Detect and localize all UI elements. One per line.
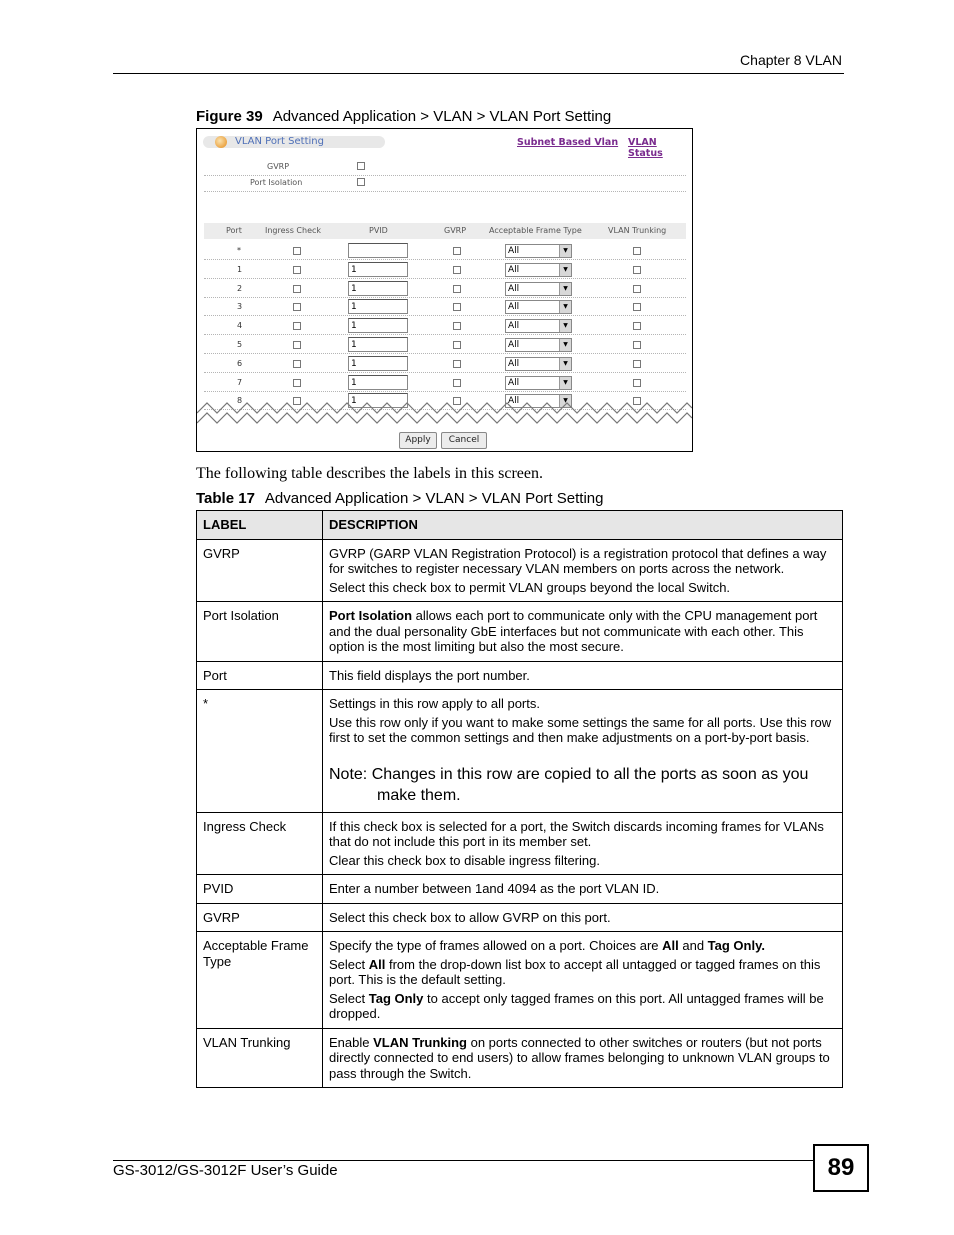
chevron-down-icon[interactable]: ▼	[559, 320, 571, 332]
bold-term: Port Isolation	[329, 608, 413, 623]
description-text: Use this row only if you want to make some settings the same for all ports. Use this row first to set the common settings and then make adjustments on a port-by-port basis.	[329, 714, 832, 745]
description-span: and	[678, 938, 708, 953]
ingress-check-checkbox[interactable]	[293, 266, 301, 274]
frame-type-select[interactable]	[505, 263, 572, 277]
row-label: Port Isolation	[197, 602, 323, 662]
table-row	[197, 661, 843, 690]
vlan-port-setting-screenshot	[196, 128, 693, 452]
chevron-down-icon[interactable]: ▼	[559, 358, 571, 370]
zigzag-line-1	[197, 403, 692, 413]
port-number: 3	[237, 302, 243, 312]
frame-type-value: All	[508, 321, 520, 332]
header-label: LABEL	[197, 511, 323, 540]
pvid-input[interactable]: 1	[348, 262, 408, 277]
bold-term: All	[368, 956, 386, 972]
figure-caption	[196, 108, 611, 125]
description-text: This field displays the port number.	[329, 667, 530, 683]
frame-type-value: All	[508, 246, 520, 256]
row-label: GVRP	[197, 539, 323, 602]
divider	[204, 175, 686, 176]
frame-type-select[interactable]	[505, 319, 572, 333]
chevron-down-icon[interactable]: ▼	[559, 339, 571, 351]
description-text: Enter a number between 1and 4094 as the port VLAN ID.	[329, 881, 660, 896]
gvrp-port-checkbox[interactable]	[453, 247, 461, 255]
figure-title: Advanced Application > VLAN > VLAN Port Setting	[272, 108, 612, 125]
zigzag-line-2	[197, 413, 692, 423]
row-label: Acceptable Frame Type	[197, 932, 323, 1029]
ingress-check-checkbox[interactable]	[293, 285, 301, 293]
figure-label: Figure 39	[196, 108, 263, 125]
description-span: Select	[329, 990, 369, 1006]
ingress-check-checkbox[interactable]	[293, 360, 301, 368]
divider	[204, 191, 686, 192]
note-line-2: make them.	[377, 786, 461, 804]
panel-title-bar	[203, 136, 385, 148]
pvid-input[interactable]: 1	[348, 299, 408, 314]
table-row	[197, 602, 843, 662]
pvid-input[interactable]: 1	[348, 281, 408, 296]
chevron-down-icon[interactable]: ▼	[559, 245, 571, 257]
chevron-down-icon[interactable]: ▼	[559, 264, 571, 276]
table-row	[197, 812, 843, 875]
row-description	[323, 932, 843, 1029]
truncation-zigzag	[197, 399, 692, 427]
gvrp-port-checkbox[interactable]	[453, 341, 461, 349]
pvid-input[interactable]: 1	[348, 337, 408, 352]
table-row	[197, 539, 843, 602]
table-row	[197, 903, 843, 932]
gvrp-port-checkbox[interactable]	[453, 303, 461, 311]
table-row	[197, 875, 843, 904]
row-description	[323, 539, 843, 602]
pvid-input[interactable]: 1	[348, 356, 408, 371]
footer-rule	[113, 1160, 813, 1161]
description-span: to accept only tagged frames on this port. All untagged frames will be dropped.	[329, 990, 824, 1021]
description-text: Select this check box to permit VLAN groups beyond the local Switch.	[329, 579, 731, 595]
chevron-down-icon[interactable]: ▼	[559, 283, 571, 295]
vlan-trunking-checkbox[interactable]	[633, 379, 641, 387]
table-header-row	[197, 511, 843, 540]
vlan-trunking-checkbox[interactable]	[633, 341, 641, 349]
table-row	[197, 932, 843, 1029]
description-text: Settings in this row apply to all ports.	[329, 696, 540, 711]
row-label: Port	[197, 661, 323, 690]
description-text: If this check box is selected for a port, the Switch discards incoming frames for VLANs that do not include this port in its member set.	[329, 818, 824, 849]
port-number: 4	[237, 321, 243, 331]
frame-type-select[interactable]	[505, 300, 572, 314]
description-span: Specify the type of frames allowed on a port. Choices are	[329, 938, 663, 953]
pvid-input[interactable]	[348, 243, 408, 258]
pvid-input[interactable]: 1	[348, 393, 408, 408]
frame-type-select[interactable]	[505, 357, 572, 371]
panel-bullet-icon	[215, 136, 227, 148]
port-table-header	[204, 223, 686, 239]
col-ingress-check: Ingress Check	[265, 226, 322, 235]
col-port: Port	[226, 226, 242, 235]
row-label: GVRP	[197, 903, 323, 932]
panel-title: VLAN Port Setting	[235, 136, 324, 147]
ingress-check-checkbox[interactable]	[293, 341, 301, 349]
row-description	[323, 1028, 843, 1088]
frame-type-value: All	[508, 340, 520, 350]
description-text: Clear this check box to disable ingress filtering.	[329, 852, 600, 868]
port-number: 8	[237, 396, 243, 406]
row-label: *	[197, 690, 323, 813]
description-text: Select this check box to allow GVRP on this port.	[329, 909, 611, 925]
guide-title: GS-3012/GS-3012F User’s Guide	[113, 1162, 338, 1179]
port-number: 2	[237, 283, 243, 293]
row-description	[323, 602, 843, 662]
chevron-down-icon[interactable]: ▼	[559, 395, 571, 407]
port-number: 1	[237, 264, 243, 274]
note-text	[329, 764, 836, 806]
col-vlan-trunking: VLAN Trunking	[608, 226, 667, 235]
description-span: allows each port to communicate only with the CPU management port and the dual personality GbE interfaces but not communicate with each other. This option is the most limiting but also the most secure.	[329, 608, 818, 654]
label-description-table	[196, 510, 843, 1088]
chapter-header: Chapter 8 VLAN	[740, 52, 842, 68]
row-label: Ingress Check	[197, 812, 323, 875]
port-isolation-checkbox[interactable]	[357, 178, 365, 186]
bold-term: Tag Only.	[707, 938, 765, 953]
table-label: Table 17	[196, 490, 255, 507]
table-title: Advanced Application > VLAN > VLAN Port Setting	[264, 490, 604, 507]
bold-term: All	[662, 938, 679, 953]
header-description: DESCRIPTION	[323, 511, 843, 540]
row-label: PVID	[197, 875, 323, 904]
row-description	[323, 812, 843, 875]
port-number: 6	[237, 358, 243, 368]
apply-button[interactable]: Apply	[399, 432, 437, 449]
ingress-check-checkbox[interactable]	[293, 303, 301, 311]
vlan-status-link[interactable]: VLAN Status	[628, 137, 663, 159]
description-text: GVRP (GARP VLAN Registration Protocol) is a registration protocol that defines a way for switches to register necessary VLAN members on ports across the network.	[329, 545, 827, 576]
row-description	[323, 875, 843, 904]
vlan-trunking-checkbox[interactable]	[633, 303, 641, 311]
ingress-check-checkbox[interactable]	[293, 379, 301, 387]
vlan-trunking-checkbox[interactable]	[633, 360, 641, 368]
header-rule	[113, 73, 844, 74]
description-text	[329, 938, 836, 954]
gvrp-port-checkbox[interactable]	[453, 285, 461, 293]
frame-type-select[interactable]	[505, 282, 572, 296]
table-row	[197, 1028, 843, 1088]
gvrp-port-checkbox[interactable]	[453, 266, 461, 274]
description-text	[329, 1035, 836, 1082]
intro-text: The following table describes the labels in this screen.	[196, 465, 544, 482]
vlan-trunking-checkbox[interactable]	[633, 285, 641, 293]
description-span: Select	[329, 956, 369, 972]
frame-type-select[interactable]	[505, 244, 572, 258]
row-description	[323, 690, 843, 813]
description-span: on ports connected to other switches or routers (but not ports directly connected to end users) to allow frames belonging to unknown VLAN groups to pass through the Switch.	[329, 1034, 830, 1081]
ingress-check-checkbox[interactable]	[293, 247, 301, 255]
row-description	[323, 903, 843, 932]
ingress-check-checkbox[interactable]	[293, 322, 301, 330]
cancel-button[interactable]: Cancel	[441, 432, 487, 449]
vlan-trunking-checkbox[interactable]	[633, 322, 641, 330]
description-span: Enable	[329, 1034, 374, 1050]
description-span: from the drop-down list box to accept all untagged or tagged frames on this port. This is the default setting.	[329, 956, 821, 987]
chevron-down-icon[interactable]: ▼	[559, 301, 571, 313]
description-text	[329, 991, 836, 1022]
subnet-based-vlan-link[interactable]: Subnet Based Vlan	[517, 137, 619, 148]
pvid-input[interactable]: 1	[348, 375, 408, 390]
frame-type-value: All	[508, 264, 520, 275]
chevron-down-icon[interactable]: ▼	[559, 377, 571, 389]
vlan-trunking-checkbox[interactable]	[633, 247, 641, 255]
row-label: VLAN Trunking	[197, 1028, 323, 1088]
gvrp-port-checkbox[interactable]	[453, 379, 461, 387]
port-isolation-label: Port Isolation	[250, 178, 303, 187]
gvrp-label: GVRP	[267, 162, 290, 171]
description-text	[329, 957, 836, 988]
pvid-input[interactable]: 1	[348, 318, 408, 333]
vlan-trunking-checkbox[interactable]	[633, 266, 641, 274]
description-text	[329, 608, 836, 655]
row-description	[323, 661, 843, 690]
frame-type-select[interactable]	[505, 338, 572, 352]
bold-term: VLAN Trunking	[373, 1034, 467, 1050]
port-number: 7	[237, 377, 243, 387]
page-number: 89	[813, 1144, 869, 1192]
frame-type-value: All	[508, 302, 520, 313]
frame-type-value: All	[508, 358, 520, 369]
gvrp-port-checkbox[interactable]	[453, 360, 461, 368]
frame-type-value: All	[508, 377, 520, 388]
col-pvid: PVID	[369, 226, 388, 235]
frame-type-value: All	[508, 396, 520, 407]
gvrp-port-checkbox[interactable]	[453, 322, 461, 330]
col-acceptable-frame-type: Acceptable Frame Type	[489, 226, 582, 235]
note-line-1: Note: Changes in this row are copied to all the ports as soon as you	[329, 765, 809, 783]
table-caption	[196, 490, 603, 507]
table-row	[197, 690, 843, 813]
frame-type-value: All	[508, 283, 520, 294]
col-gvrp: GVRP	[444, 226, 467, 235]
bold-term: Tag Only	[368, 990, 424, 1006]
frame-type-select[interactable]	[505, 376, 572, 390]
port-number: 5	[237, 340, 243, 349]
gvrp-checkbox[interactable]	[357, 162, 365, 170]
port-number: *	[237, 246, 241, 255]
